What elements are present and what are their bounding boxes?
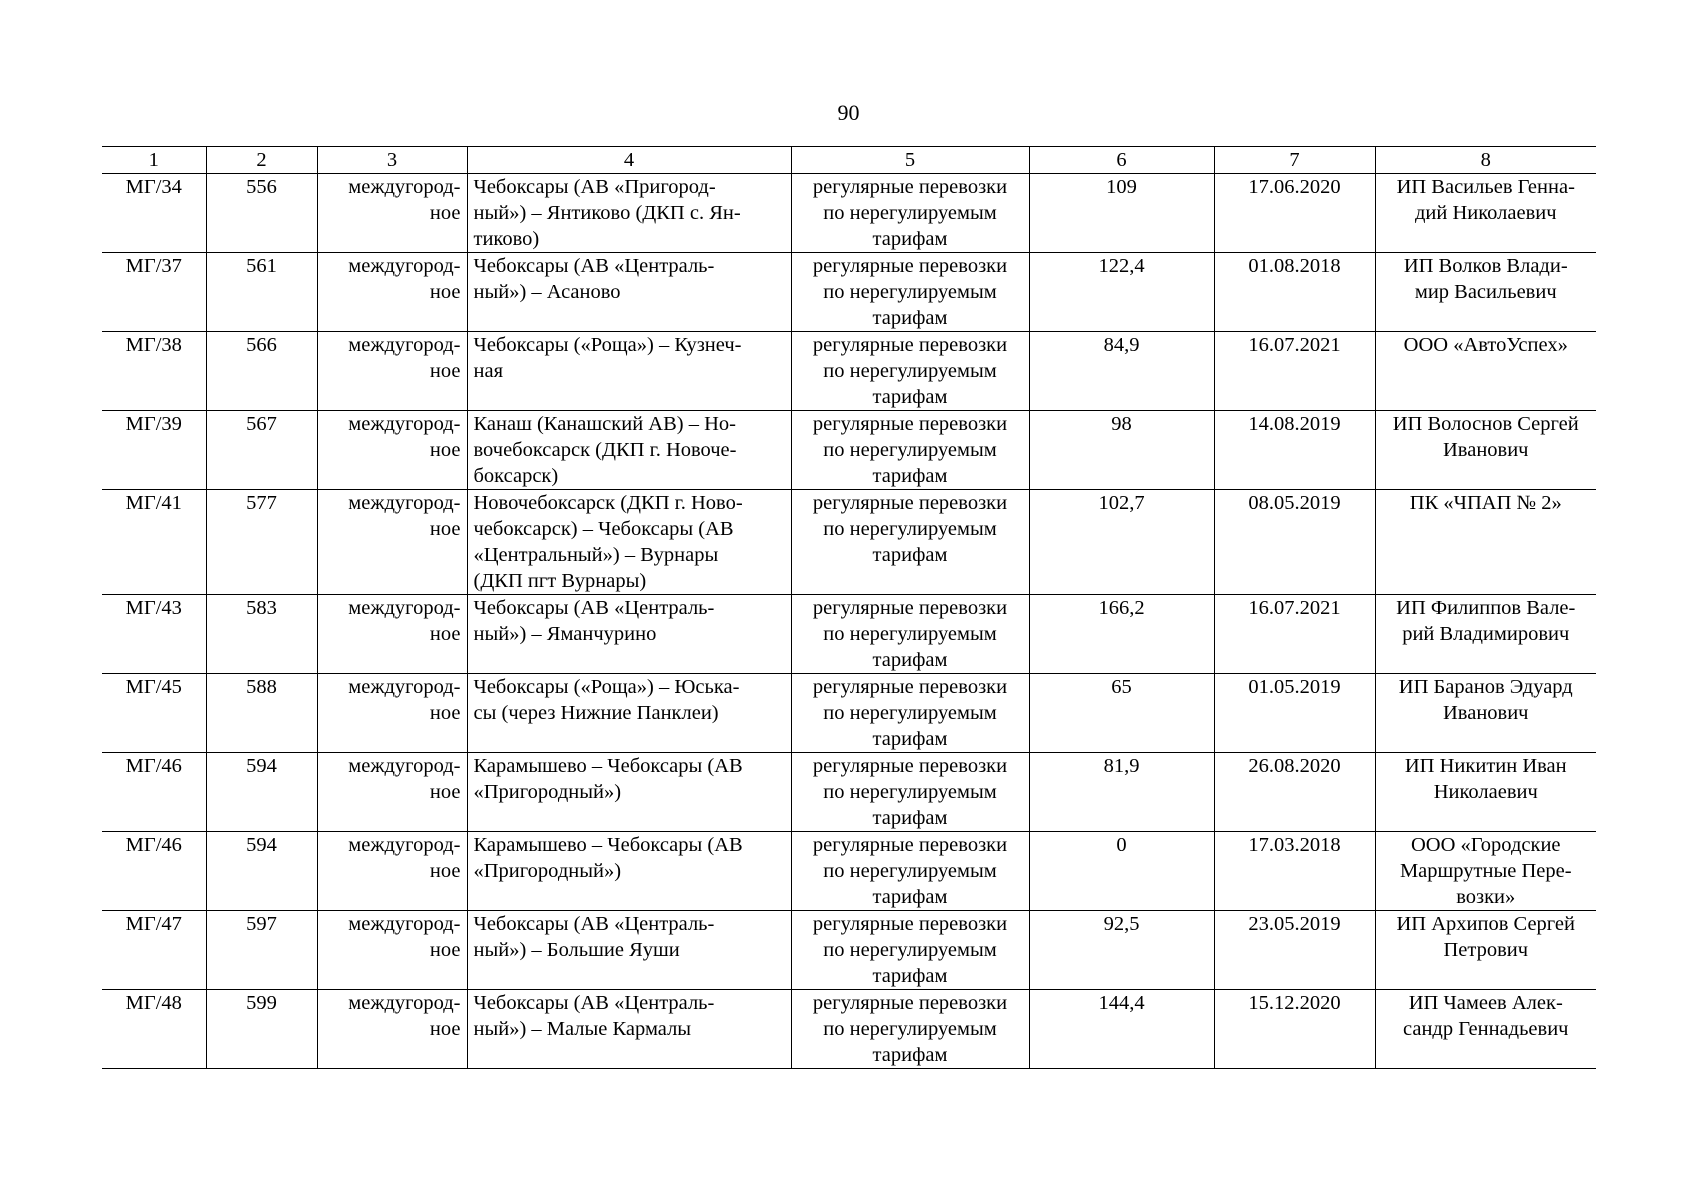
route-length-cell: 92,5: [1029, 911, 1214, 990]
column-number: 4: [467, 147, 791, 174]
table-row: [102, 911, 1596, 990]
route-length-cell: 109: [1029, 174, 1214, 253]
transport-kind-cell: регулярные перевозки по нерегулируемым тарифам: [791, 595, 1029, 674]
start-date-cell: 01.05.2019: [1214, 674, 1375, 753]
route-type-cell: междугород- ное: [317, 411, 467, 490]
route-number-cell: 561: [206, 253, 317, 332]
route-length-cell: 122,4: [1029, 253, 1214, 332]
route-number-cell: 567: [206, 411, 317, 490]
route-length-cell: 102,7: [1029, 490, 1214, 595]
route-number-cell: 577: [206, 490, 317, 595]
column-number: 3: [317, 147, 467, 174]
registration-number-cell: МГ/46: [102, 832, 206, 911]
page-number: 90: [837, 100, 860, 125]
route-length-cell: 81,9: [1029, 753, 1214, 832]
column-number: 8: [1375, 147, 1596, 174]
transport-kind-cell: регулярные перевозки по нерегулируемым тарифам: [791, 832, 1029, 911]
table-row: [102, 832, 1596, 911]
route-path-cell: Чебоксары (АВ «Централь- ный») – Яманчурино: [467, 595, 791, 674]
route-path-cell: Чебоксары («Роща») – Кузнеч- ная: [467, 332, 791, 411]
carrier-cell: ИП Филиппов Вале- рий Владимирович: [1375, 595, 1596, 674]
table-body: [102, 174, 1596, 1069]
route-number-cell: 599: [206, 990, 317, 1069]
transport-kind-cell: регулярные перевозки по нерегулируемым тарифам: [791, 990, 1029, 1069]
table-row: [102, 595, 1596, 674]
start-date-cell: 01.08.2018: [1214, 253, 1375, 332]
column-number-row: [102, 147, 1596, 174]
route-length-cell: 98: [1029, 411, 1214, 490]
route-number-cell: 588: [206, 674, 317, 753]
column-number: 6: [1029, 147, 1214, 174]
route-path-cell: Канаш (Канашский АВ) – Но- вочебоксарск (ДКП г. Новоче- боксарск): [467, 411, 791, 490]
route-length-cell: 0: [1029, 832, 1214, 911]
route-type-cell: междугород- ное: [317, 753, 467, 832]
registration-number-cell: МГ/46: [102, 753, 206, 832]
start-date-cell: 15.12.2020: [1214, 990, 1375, 1069]
route-path-cell: Чебоксары (АВ «Централь- ный») – Асаново: [467, 253, 791, 332]
route-path-cell: Новочебоксарск (ДКП г. Ново- чебоксарск) – Чебоксары (АВ «Центральный») – Вурнары (ДКП пгт Вурнары): [467, 490, 791, 595]
transport-kind-cell: регулярные перевозки по нерегулируемым тарифам: [791, 490, 1029, 595]
registration-number-cell: МГ/39: [102, 411, 206, 490]
route-path-cell: Чебоксары (АВ «Централь- ный») – Большие Яуши: [467, 911, 791, 990]
route-length-cell: 84,9: [1029, 332, 1214, 411]
transport-kind-cell: регулярные перевозки по нерегулируемым тарифам: [791, 753, 1029, 832]
route-path-cell: Чебоксары (АВ «Централь- ный») – Малые Кармалы: [467, 990, 791, 1069]
registration-number-cell: МГ/43: [102, 595, 206, 674]
table-row: [102, 674, 1596, 753]
route-type-cell: междугород- ное: [317, 832, 467, 911]
column-number: 5: [791, 147, 1029, 174]
route-number-cell: 556: [206, 174, 317, 253]
carrier-cell: ИП Никитин Иван Николаевич: [1375, 753, 1596, 832]
route-type-cell: междугород- ное: [317, 595, 467, 674]
route-number-cell: 594: [206, 832, 317, 911]
column-number: 2: [206, 147, 317, 174]
carrier-cell: ИП Волков Влади- мир Васильевич: [1375, 253, 1596, 332]
carrier-cell: ПК «ЧПАП № 2»: [1375, 490, 1596, 595]
routes-table: [102, 146, 1596, 1069]
carrier-cell: ИП Архипов Сергей Петрович: [1375, 911, 1596, 990]
table-row: [102, 332, 1596, 411]
table-row: [102, 174, 1596, 253]
registration-number-cell: МГ/48: [102, 990, 206, 1069]
carrier-cell: ИП Волоснов Сергей Иванович: [1375, 411, 1596, 490]
table-row: [102, 411, 1596, 490]
route-type-cell: междугород- ное: [317, 174, 467, 253]
route-number-cell: 597: [206, 911, 317, 990]
route-number-cell: 566: [206, 332, 317, 411]
start-date-cell: 26.08.2020: [1214, 753, 1375, 832]
start-date-cell: 14.08.2019: [1214, 411, 1375, 490]
route-path-cell: Чебоксары («Роща») – Юська- сы (через Нижние Панклеи): [467, 674, 791, 753]
route-type-cell: междугород- ное: [317, 911, 467, 990]
table-row: [102, 753, 1596, 832]
carrier-cell: ИП Чамеев Алек- сандр Геннадьевич: [1375, 990, 1596, 1069]
start-date-cell: 16.07.2021: [1214, 595, 1375, 674]
table-row: [102, 490, 1596, 595]
route-length-cell: 166,2: [1029, 595, 1214, 674]
registration-number-cell: МГ/47: [102, 911, 206, 990]
route-path-cell: Чебоксары (АВ «Пригород- ный») – Янтиково (ДКП с. Ян- тиково): [467, 174, 791, 253]
carrier-cell: ООО «Городские Маршрутные Пере- возки»: [1375, 832, 1596, 911]
route-type-cell: междугород- ное: [317, 332, 467, 411]
column-number: 1: [102, 147, 206, 174]
transport-kind-cell: регулярные перевозки по нерегулируемым тарифам: [791, 332, 1029, 411]
column-number: 7: [1214, 147, 1375, 174]
route-number-cell: 594: [206, 753, 317, 832]
route-path-cell: Карамышево – Чебоксары (АВ «Пригородный»): [467, 753, 791, 832]
start-date-cell: 23.05.2019: [1214, 911, 1375, 990]
registration-number-cell: МГ/45: [102, 674, 206, 753]
carrier-cell: ООО «АвтоУспех»: [1375, 332, 1596, 411]
table-row: [102, 990, 1596, 1069]
route-type-cell: междугород- ное: [317, 990, 467, 1069]
route-number-cell: 583: [206, 595, 317, 674]
route-length-cell: 65: [1029, 674, 1214, 753]
carrier-cell: ИП Васильев Генна- дий Николаевич: [1375, 174, 1596, 253]
route-type-cell: междугород- ное: [317, 674, 467, 753]
registration-number-cell: МГ/37: [102, 253, 206, 332]
registration-number-cell: МГ/34: [102, 174, 206, 253]
route-type-cell: междугород- ное: [317, 490, 467, 595]
route-length-cell: 144,4: [1029, 990, 1214, 1069]
transport-kind-cell: регулярные перевозки по нерегулируемым тарифам: [791, 174, 1029, 253]
start-date-cell: 17.03.2018: [1214, 832, 1375, 911]
carrier-cell: ИП Баранов Эдуард Иванович: [1375, 674, 1596, 753]
transport-kind-cell: регулярные перевозки по нерегулируемым тарифам: [791, 911, 1029, 990]
transport-kind-cell: регулярные перевозки по нерегулируемым тарифам: [791, 411, 1029, 490]
route-type-cell: междугород- ное: [317, 253, 467, 332]
transport-kind-cell: регулярные перевозки по нерегулируемым тарифам: [791, 253, 1029, 332]
transport-kind-cell: регулярные перевозки по нерегулируемым тарифам: [791, 674, 1029, 753]
route-path-cell: Карамышево – Чебоксары (АВ «Пригородный»): [467, 832, 791, 911]
registration-number-cell: МГ/38: [102, 332, 206, 411]
start-date-cell: 16.07.2021: [1214, 332, 1375, 411]
table-row: [102, 253, 1596, 332]
registration-number-cell: МГ/41: [102, 490, 206, 595]
start-date-cell: 17.06.2020: [1214, 174, 1375, 253]
start-date-cell: 08.05.2019: [1214, 490, 1375, 595]
